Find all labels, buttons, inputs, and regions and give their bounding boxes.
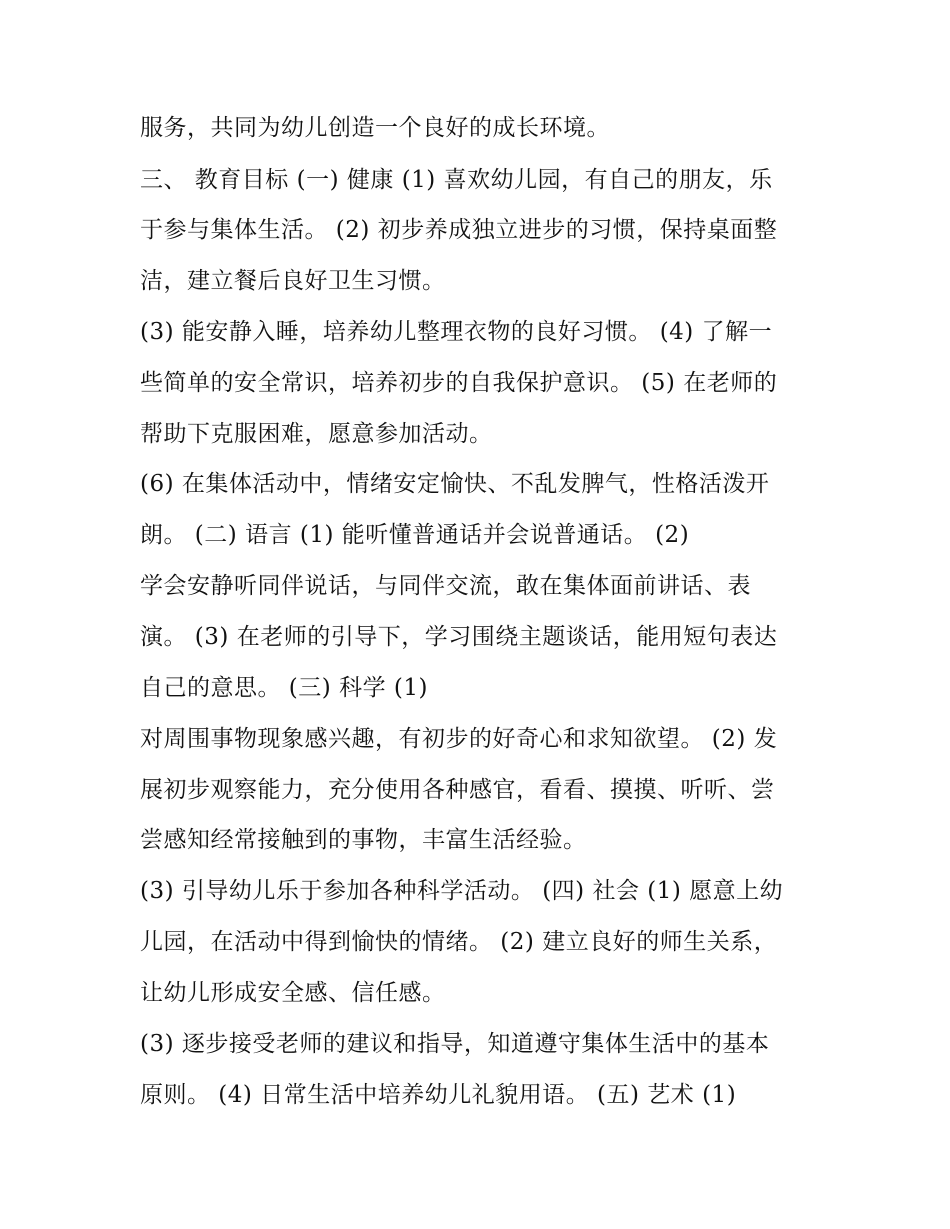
text-line: 尝感知经常接触到的事物，丰富生活经验。 <box>140 827 587 853</box>
text-line: 服务，共同为幼儿创造一个良好的成长环境。 <box>140 115 610 141</box>
text-line: 些简单的安全常识，培养初步的自我保护意识。 (5) 在老师的 <box>140 370 778 396</box>
text-line: 展初步观察能力，充分使用各种感官，看看、摸摸、听听、尝 <box>140 777 775 803</box>
text-line: (3) 能安静入睡，培养幼儿整理衣物的良好习惯。 (4) 了解一 <box>140 319 773 345</box>
text-line: 朗。 (二) 语言 (1) 能听懂普通话并会说普通话。 (2) <box>140 522 690 548</box>
text-line: 自己的意思。 (三) 科学 (1) <box>140 675 428 701</box>
text-line: (6) 在集体活动中，情绪安定愉快、不乱发脾气，性格活泼开 <box>140 471 770 497</box>
text-line: 原则。 (4) 日常生活中培养幼儿礼貌用语。 (五) 艺术 (1) <box>140 1082 737 1108</box>
text-line: 对周围事物现象感兴趣，有初步的好奇心和求知欲望。 (2) 发 <box>140 726 778 752</box>
text-line: (3) 引导幼儿乐于参加各种科学活动。 (四) 社会 (1) 愿意上幼 <box>140 878 784 904</box>
text-line: 演。 (3) 在老师的引导下，学习围绕主题谈话，能用短句表达 <box>140 624 778 650</box>
text-line: 三、 教育目标 (一) 健康 (1) 喜欢幼儿园，有自己的朋友，乐 <box>140 167 773 193</box>
text-line: 帮助下克服困难，愿意参加活动。 <box>140 421 493 447</box>
text-line: (3) 逐步接受老师的建议和指导，知道遵守集体生活中的基本 <box>140 1031 770 1057</box>
text-line: 于参与集体生活。 (2) 初步养成独立进步的习惯，保持桌面整 <box>140 217 778 243</box>
text-line: 学会安静听同伴说话，与同伴交流，敢在集体面前讲话、表 <box>140 573 751 599</box>
text-line: 让幼儿形成安全感、信任感。 <box>140 980 446 1006</box>
text-line: 儿园，在活动中得到愉快的情绪。 (2) 建立良好的师生关系， <box>140 929 778 955</box>
text-line: 洁，建立餐后良好卫生习惯。 <box>140 268 446 294</box>
